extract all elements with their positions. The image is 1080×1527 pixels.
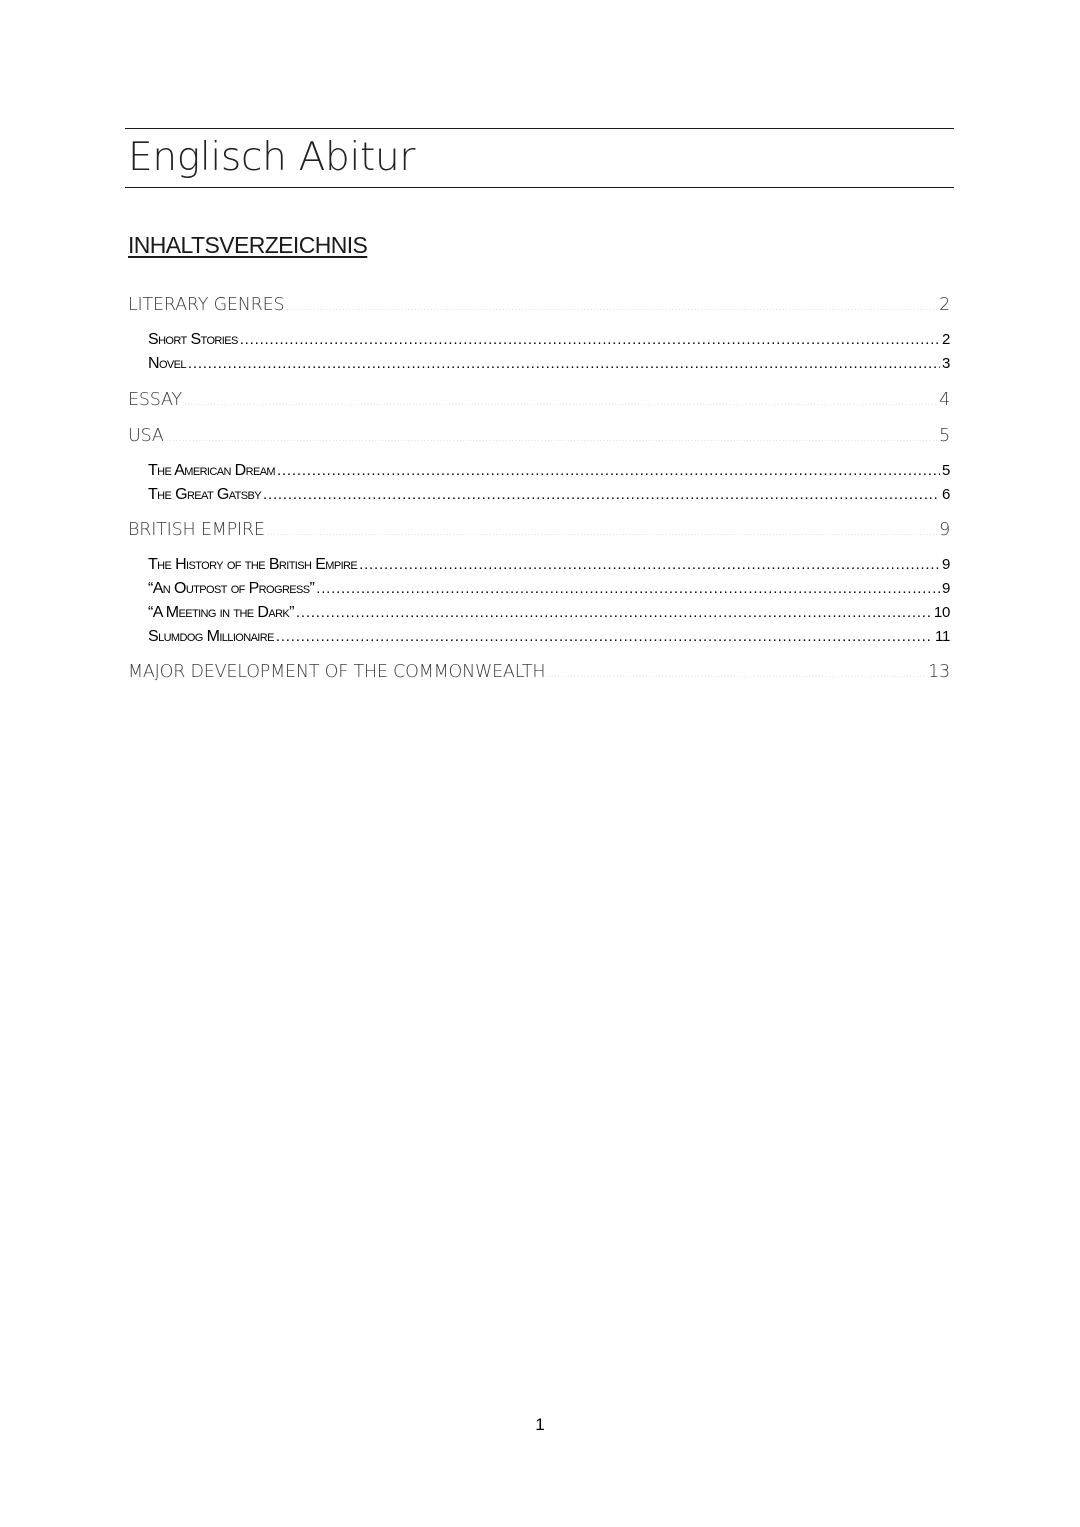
- toc-leader-dots: [276, 628, 933, 645]
- toc-entry-page: 6: [941, 486, 950, 503]
- toc-entry-great-gatsby[interactable]: [148, 486, 950, 504]
- toc-entry-page: 2: [941, 331, 950, 348]
- toc-entry-label: USA: [128, 426, 164, 446]
- toc-leader-dots: [267, 520, 937, 540]
- toc-entry-outpost-of-progress[interactable]: [148, 580, 950, 598]
- toc-entry-slumdog-millionaire[interactable]: [148, 628, 950, 646]
- toc-entry-label: ESSAY: [128, 390, 182, 410]
- toc-entry-label: “An Outpost of Progress”: [148, 580, 315, 597]
- toc-entry-label: Novel: [148, 355, 186, 372]
- toc-entry-page: 9: [941, 556, 950, 573]
- toc-entry-label: “A Meeting in the Dark”: [148, 604, 294, 621]
- toc-heading: INHALTSVERZEICHNIS: [128, 232, 368, 258]
- toc-entry-page: 9: [941, 580, 950, 597]
- toc-entry-page: 11: [935, 628, 950, 645]
- document-title: Englisch Abitur: [128, 135, 416, 180]
- toc-entry-page: 5: [941, 462, 950, 479]
- toc-leader-dots: [188, 355, 940, 372]
- toc-leader-dots: [547, 662, 926, 682]
- toc-entry-label: Short Stories: [148, 331, 238, 348]
- toc-entry-page: 3: [941, 355, 950, 372]
- toc-leader-dots: [184, 390, 937, 410]
- toc-entry-label: BRITISH EMPIRE: [128, 520, 265, 540]
- toc-entry-label: MAJOR DEVELOPMENT OF THE COMMONWEALTH: [128, 662, 546, 682]
- toc-leader-dots: [316, 580, 940, 597]
- toc-entry-page: 13: [928, 662, 950, 682]
- toc-leader-dots: [240, 331, 940, 348]
- toc-entry-label: LITERARY GENRES: [128, 295, 285, 315]
- toc-leader-dots: [263, 486, 940, 503]
- toc-entry-label: The History of the British Empire: [148, 556, 358, 573]
- toc-leader-dots: [286, 295, 937, 315]
- toc-entry-label: The American Dream: [148, 462, 275, 479]
- toc-leader-dots: [277, 462, 940, 479]
- page-number: 1: [535, 1415, 545, 1434]
- toc-entry-meeting-in-the-dark[interactable]: [148, 604, 950, 622]
- toc-entry-page: 10: [933, 604, 950, 621]
- toc-entry-commonwealth[interactable]: [128, 662, 950, 682]
- toc-entry-literary-genres[interactable]: [128, 295, 950, 315]
- toc-entry-page: 9: [939, 520, 950, 540]
- toc-entry-label: Slumdog Millionaire: [148, 628, 274, 645]
- title-block: [125, 128, 954, 188]
- toc-entry-american-dream[interactable]: [148, 462, 950, 480]
- toc-entry-novel[interactable]: [148, 355, 950, 373]
- toc-entry-british-empire[interactable]: [128, 520, 950, 540]
- toc-entry-usa[interactable]: [128, 426, 950, 446]
- toc-entry-history-british-empire[interactable]: [148, 556, 950, 574]
- toc-entry-page: 4: [939, 390, 950, 410]
- toc-entry-short-stories[interactable]: [148, 331, 950, 349]
- toc-leader-dots: [166, 426, 937, 446]
- toc-entry-essay[interactable]: [128, 390, 950, 410]
- toc-entry-page: 2: [939, 295, 950, 315]
- toc-entry-label: The Great Gatsby: [148, 486, 262, 503]
- toc-entry-page: 5: [939, 426, 950, 446]
- toc-leader-dots: [296, 604, 932, 621]
- toc-leader-dots: [359, 556, 940, 573]
